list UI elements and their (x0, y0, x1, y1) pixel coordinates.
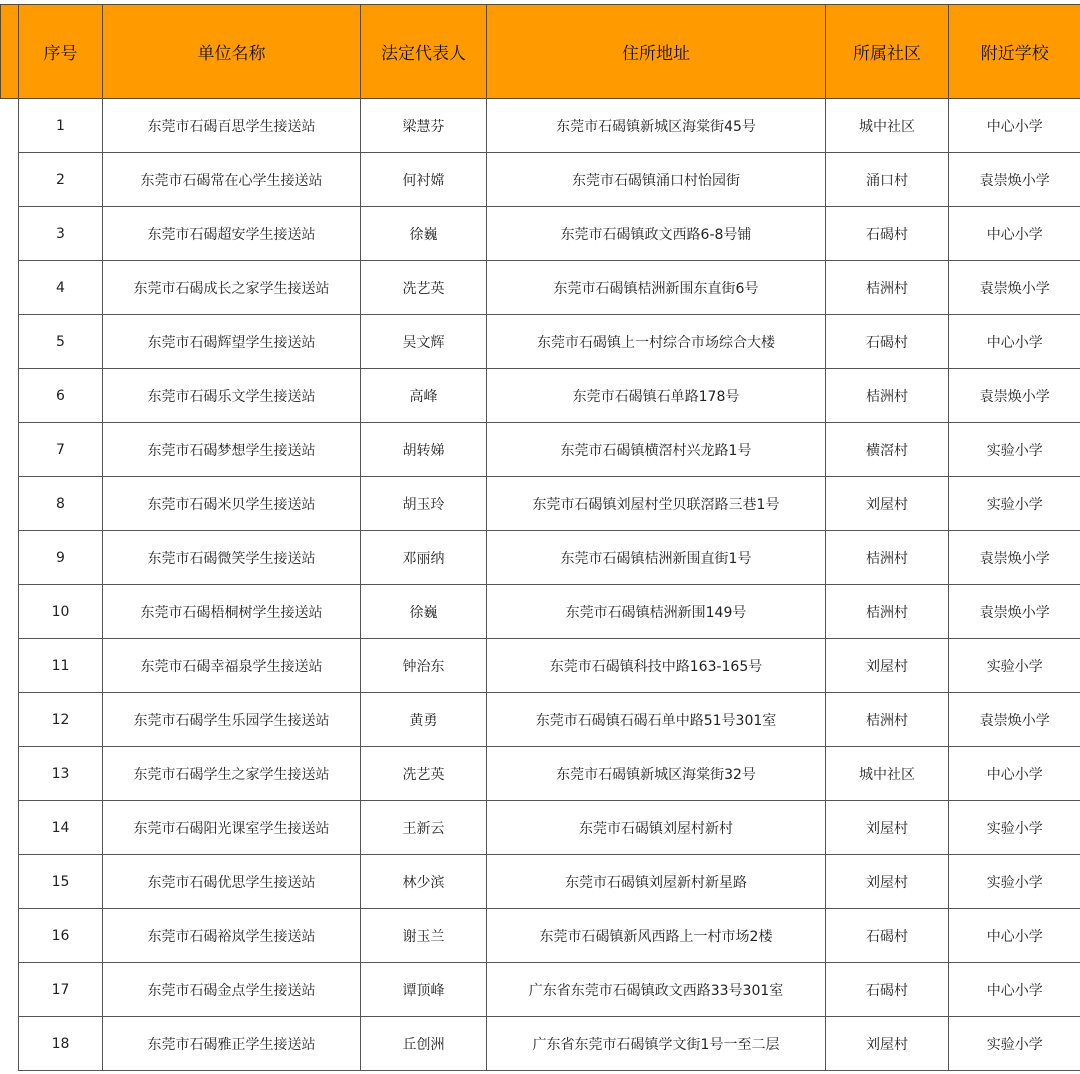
nearby-school-cell: 中心小学 (949, 99, 1080, 153)
legal-representative-cell: 胡玉玲 (361, 477, 487, 531)
legal-representative-cell: 梁慧芬 (361, 99, 487, 153)
legal-representative-cell: 吴文辉 (361, 315, 487, 369)
community-cell: 石碣村 (826, 207, 949, 261)
nearby-school-cell: 袁崇焕小学 (949, 693, 1080, 747)
legal-representative-cell: 钟治东 (361, 639, 487, 693)
address-cell: 东莞市石碣镇上一村综合市场综合大楼 (487, 315, 826, 369)
community-cell: 桔洲村 (826, 693, 949, 747)
community-cell: 石碣村 (826, 315, 949, 369)
legal-representative-cell: 林少滨 (361, 855, 487, 909)
header-number: 序号 (19, 5, 103, 99)
address-cell: 东莞市石碣镇涌口村怡园街 (487, 153, 826, 207)
unit-name-cell: 东莞市石碣学生之家学生接送站 (103, 747, 361, 801)
table-row (1, 315, 1080, 369)
community-cell: 城中社区 (826, 747, 949, 801)
table-row (1, 477, 1080, 531)
nearby-school-cell: 袁崇焕小学 (949, 531, 1080, 585)
unit-name-cell: 东莞市石碣雅正学生接送站 (103, 1017, 361, 1071)
row-number-cell: 5 (19, 315, 103, 369)
table-header (1, 5, 1080, 99)
row-gap-cell (1, 855, 19, 909)
header-legal-representative: 法定代表人 (361, 5, 487, 99)
unit-name-cell: 东莞市石碣梧桐树学生接送站 (103, 585, 361, 639)
address-cell: 东莞市石碣镇桔洲新围149号 (487, 585, 826, 639)
address-cell: 东莞市石碣镇科技中路163-165号 (487, 639, 826, 693)
unit-name-cell: 东莞市石碣学生乐园学生接送站 (103, 693, 361, 747)
row-gap-cell (1, 423, 19, 477)
legal-representative-cell: 冼艺英 (361, 747, 487, 801)
table-row (1, 801, 1080, 855)
community-cell: 桔洲村 (826, 531, 949, 585)
row-gap-cell (1, 693, 19, 747)
community-cell: 刘屋村 (826, 855, 949, 909)
community-cell: 城中社区 (826, 99, 949, 153)
unit-name-cell: 东莞市石碣裕岚学生接送站 (103, 909, 361, 963)
legal-representative-cell: 丘创洲 (361, 1017, 487, 1071)
community-cell: 桔洲村 (826, 369, 949, 423)
table-row (1, 909, 1080, 963)
unit-name-cell: 东莞市石碣米贝学生接送站 (103, 477, 361, 531)
address-cell: 东莞市石碣镇刘屋新村新星路 (487, 855, 826, 909)
community-cell: 刘屋村 (826, 1017, 949, 1071)
address-cell: 东莞市石碣镇桔洲新围直街1号 (487, 531, 826, 585)
unit-name-cell: 东莞市石碣微笑学生接送站 (103, 531, 361, 585)
station-table-container (0, 4, 1080, 1071)
table-row (1, 261, 1080, 315)
community-cell: 涌口村 (826, 153, 949, 207)
table-row (1, 207, 1080, 261)
nearby-school-cell: 袁崇焕小学 (949, 153, 1080, 207)
row-gap-cell (1, 207, 19, 261)
unit-name-cell: 东莞市石碣百思学生接送站 (103, 99, 361, 153)
row-number-cell: 1 (19, 99, 103, 153)
unit-name-cell: 东莞市石碣超安学生接送站 (103, 207, 361, 261)
unit-name-cell: 东莞市石碣优思学生接送站 (103, 855, 361, 909)
nearby-school-cell: 中心小学 (949, 909, 1080, 963)
nearby-school-cell: 实验小学 (949, 477, 1080, 531)
row-gap-cell (1, 315, 19, 369)
legal-representative-cell: 王新云 (361, 801, 487, 855)
legal-representative-cell: 黄勇 (361, 693, 487, 747)
table-row (1, 963, 1080, 1017)
header-address: 住所地址 (487, 5, 826, 99)
row-gap-cell (1, 909, 19, 963)
row-gap-cell (1, 369, 19, 423)
legal-representative-cell: 何衬嫦 (361, 153, 487, 207)
row-number-cell: 18 (19, 1017, 103, 1071)
community-cell: 石碣村 (826, 963, 949, 1017)
legal-representative-cell: 胡转娣 (361, 423, 487, 477)
unit-name-cell: 东莞市石碣幸福泉学生接送站 (103, 639, 361, 693)
row-gap-cell (1, 585, 19, 639)
nearby-school-cell: 中心小学 (949, 747, 1080, 801)
unit-name-cell: 东莞市石碣辉望学生接送站 (103, 315, 361, 369)
row-gap-cell (1, 531, 19, 585)
table-row (1, 585, 1080, 639)
community-cell: 桔洲村 (826, 585, 949, 639)
unit-name-cell: 东莞市石碣梦想学生接送站 (103, 423, 361, 477)
row-gap-cell (1, 153, 19, 207)
table-row (1, 855, 1080, 909)
legal-representative-cell: 徐巍 (361, 585, 487, 639)
nearby-school-cell: 袁崇焕小学 (949, 585, 1080, 639)
header-community: 所属社区 (826, 5, 949, 99)
row-number-cell: 13 (19, 747, 103, 801)
row-gap-cell (1, 99, 19, 153)
row-gap-cell (1, 747, 19, 801)
row-number-cell: 4 (19, 261, 103, 315)
row-gap-cell (1, 639, 19, 693)
legal-representative-cell: 谢玉兰 (361, 909, 487, 963)
nearby-school-cell: 实验小学 (949, 801, 1080, 855)
nearby-school-cell: 袁崇焕小学 (949, 369, 1080, 423)
table-row (1, 1017, 1080, 1071)
table-body (1, 99, 1080, 1071)
legal-representative-cell: 冼艺英 (361, 261, 487, 315)
legal-representative-cell: 高峰 (361, 369, 487, 423)
address-cell: 东莞市石碣镇刘屋村坣贝联滘路三巷1号 (487, 477, 826, 531)
legal-representative-cell: 谭顶峰 (361, 963, 487, 1017)
row-number-cell: 2 (19, 153, 103, 207)
row-number-cell: 10 (19, 585, 103, 639)
address-cell: 东莞市石碣镇新城区海棠街45号 (487, 99, 826, 153)
nearby-school-cell: 实验小学 (949, 639, 1080, 693)
row-gap-cell (1, 801, 19, 855)
row-gap-cell (1, 261, 19, 315)
unit-name-cell: 东莞市石碣常在心学生接送站 (103, 153, 361, 207)
address-cell: 东莞市石碣镇横滘村兴龙路1号 (487, 423, 826, 477)
table-row (1, 369, 1080, 423)
header-nearby-school: 附近学校 (949, 5, 1080, 99)
header-unit-name: 单位名称 (103, 5, 361, 99)
row-gap-cell (1, 1017, 19, 1071)
legal-representative-cell: 徐巍 (361, 207, 487, 261)
row-gap-cell (1, 477, 19, 531)
address-cell: 东莞市石碣镇新城区海棠街32号 (487, 747, 826, 801)
unit-name-cell: 东莞市石碣阳光课室学生接送站 (103, 801, 361, 855)
community-cell: 刘屋村 (826, 639, 949, 693)
address-cell: 东莞市石碣镇刘屋村新村 (487, 801, 826, 855)
table-row (1, 639, 1080, 693)
community-cell: 横滘村 (826, 423, 949, 477)
nearby-school-cell: 中心小学 (949, 963, 1080, 1017)
row-number-cell: 8 (19, 477, 103, 531)
station-table (0, 4, 1080, 1071)
address-cell: 东莞市石碣镇新风西路上一村市场2楼 (487, 909, 826, 963)
address-cell: 东莞市石碣镇石单路178号 (487, 369, 826, 423)
row-number-cell: 7 (19, 423, 103, 477)
address-cell: 东莞市石碣镇政文西路6-8号铺 (487, 207, 826, 261)
header-gap-cell (1, 5, 19, 99)
address-cell: 广东省东莞市石碣镇政文西路33号301室 (487, 963, 826, 1017)
address-cell: 东莞市石碣镇桔洲新围东直街6号 (487, 261, 826, 315)
nearby-school-cell: 中心小学 (949, 207, 1080, 261)
row-number-cell: 12 (19, 693, 103, 747)
table-row (1, 153, 1080, 207)
row-number-cell: 6 (19, 369, 103, 423)
nearby-school-cell: 袁崇焕小学 (949, 261, 1080, 315)
table-row (1, 693, 1080, 747)
nearby-school-cell: 实验小学 (949, 423, 1080, 477)
community-cell: 石碣村 (826, 909, 949, 963)
unit-name-cell: 东莞市石碣乐文学生接送站 (103, 369, 361, 423)
row-gap-cell (1, 963, 19, 1017)
community-cell: 刘屋村 (826, 801, 949, 855)
unit-name-cell: 东莞市石碣成长之家学生接送站 (103, 261, 361, 315)
table-row (1, 531, 1080, 585)
nearby-school-cell: 实验小学 (949, 1017, 1080, 1071)
legal-representative-cell: 邓丽纳 (361, 531, 487, 585)
row-number-cell: 15 (19, 855, 103, 909)
address-cell: 东莞市石碣镇石碣石单中路51号301室 (487, 693, 826, 747)
row-number-cell: 3 (19, 207, 103, 261)
row-number-cell: 11 (19, 639, 103, 693)
row-number-cell: 14 (19, 801, 103, 855)
nearby-school-cell: 中心小学 (949, 315, 1080, 369)
table-row (1, 747, 1080, 801)
address-cell: 广东省东莞市石碣镇学文街1号一至二层 (487, 1017, 826, 1071)
row-number-cell: 16 (19, 909, 103, 963)
header-row (1, 5, 1080, 99)
table-row (1, 99, 1080, 153)
community-cell: 刘屋村 (826, 477, 949, 531)
unit-name-cell: 东莞市石碣金点学生接送站 (103, 963, 361, 1017)
nearby-school-cell: 实验小学 (949, 855, 1080, 909)
community-cell: 桔洲村 (826, 261, 949, 315)
table-row (1, 423, 1080, 477)
row-number-cell: 9 (19, 531, 103, 585)
row-number-cell: 17 (19, 963, 103, 1017)
